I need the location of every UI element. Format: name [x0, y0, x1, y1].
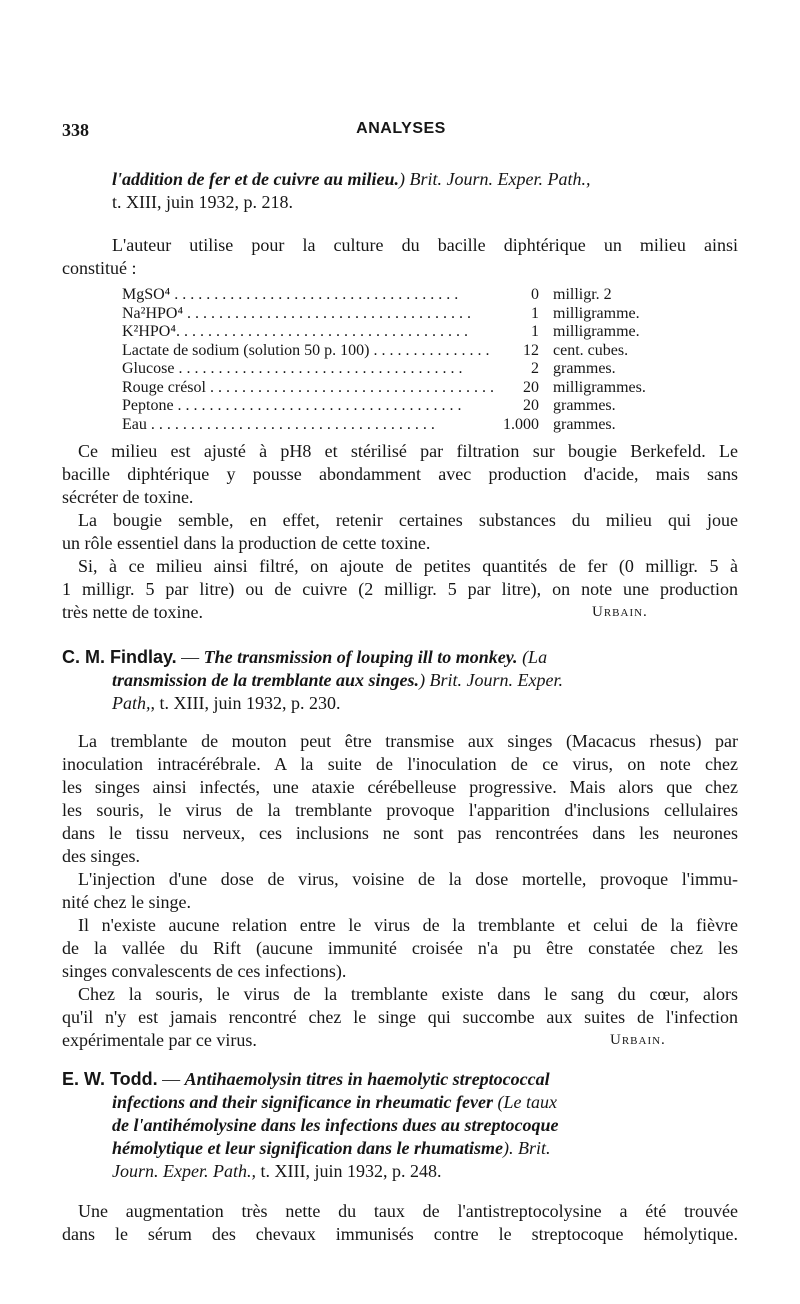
article2-english-title: The transmission of louping ill to monkey.: [203, 647, 518, 667]
article2-last-text: expérimentale par ce virus.: [62, 1030, 257, 1050]
article2-journal: ) Brit. Journ. Exper.: [419, 670, 564, 690]
article2-title-line-3: [62, 692, 742, 715]
article3-title-line-1: [62, 1068, 742, 1091]
article2-signature: Urbain.: [610, 1032, 666, 1048]
article2-line: inoculation intracérébrale. A la suite de l'inoculation de ce virus, on note chez: [62, 754, 738, 774]
table-row-value: 2: [531, 360, 539, 377]
intro-line-1: L'auteur utilise pour la culture du bacille diphtérique un milieu ainsi: [112, 235, 738, 255]
table-row-unit: milligramme.: [553, 323, 640, 340]
table-row: [122, 360, 642, 379]
article1-signature: Urbain.: [592, 604, 648, 620]
article1-line: bacille diphtérique y pousse abondamment avec production d'acide, mais sans: [62, 464, 738, 484]
article2-title-line-2: [62, 669, 742, 692]
article1-last-text: très nette de toxine.: [62, 602, 203, 622]
table-row-name: Rouge crésol . . . . . . . . . . . . . . . . . . . . . . . . . . . . . . . . . . . .: [122, 378, 494, 396]
intro-line-2: constitué :: [62, 258, 137, 278]
table-row-value: 1: [531, 323, 539, 340]
title-dash: —: [176, 647, 204, 667]
article2-line: singes convalescents de ces infections).: [62, 961, 347, 981]
table-row-name: Glucose . . . . . . . . . . . . . . . . . . . . . . . . . . . . . . . . . . . .: [122, 360, 463, 377]
article2-line: des singes.: [62, 846, 140, 866]
continuation-title-text: l'addition de fer et de cuivre au milieu.: [112, 169, 399, 189]
article3-english-title-cont: infections and their significance in rheumatic fever: [112, 1092, 493, 1112]
article2-author: C. M. Findlay.: [62, 647, 177, 667]
article2-journal-abbrev: Path,: [112, 693, 151, 713]
article3-line: dans le sérum des chevaux immunisés contre le streptocoque hémolytique.: [62, 1224, 738, 1244]
table-row-name: MgSO⁴ . . . . . . . . . . . . . . . . . . . . . . . . . . . . . . . . . . . .: [122, 286, 459, 303]
table-row-value: 1.000: [503, 415, 539, 433]
article1-line: un rôle essentiel dans la production de cette toxine.: [62, 533, 431, 553]
running-title: ANALYSES: [356, 120, 446, 137]
table-row-name: Na²HPO⁴ . . . . . . . . . . . . . . . . . . . . . . . . . . . . . . . . . . . .: [122, 304, 472, 322]
table-row-value: 20: [523, 397, 539, 414]
article2-body: [62, 730, 738, 1052]
article1-line: Ce milieu est ajusté à pH8 et stérilisé par filtration sur bougie Berkefeld. Le: [78, 441, 738, 461]
table-row: [122, 305, 642, 324]
article2-line: nité chez le singe.: [62, 892, 191, 912]
table-row-unit: grammes.: [553, 397, 616, 414]
article3-body: [62, 1200, 738, 1246]
article2-line: les souris, le virus de la tremblante provoque l'apparition d'inclusions cellulaires: [62, 800, 738, 820]
article3-title-line-5: [62, 1160, 742, 1183]
table-row-unit: grammes.: [553, 360, 616, 377]
article3-english-title: Antihaemolysin titres in haemolytic streptococcal: [184, 1069, 550, 1089]
article3-french-title-end: hémolytique et leur signification dans le rhumatisme: [112, 1138, 504, 1158]
continuation-line-2: t. XIII, juin 1932, p. 218.: [112, 192, 293, 212]
table-row: [122, 342, 642, 361]
table-row-unit: milligr. 2: [553, 286, 612, 303]
table-row-unit: milligrammes.: [553, 378, 646, 396]
table-row: [122, 416, 642, 435]
article2-last-line: [62, 1029, 738, 1052]
table-row-value: 12: [523, 341, 539, 359]
article3-french-title: de l'antihémolysine dans les infections dues au streptocoque: [112, 1115, 559, 1135]
page-header: [62, 120, 740, 144]
article1-body: [62, 440, 738, 624]
article1-line: sécréter de toxine.: [62, 487, 194, 507]
table-row-value: 0: [531, 286, 539, 303]
article3-journal: ). Brit.: [503, 1138, 551, 1158]
article3-author: E. W. Todd.: [62, 1069, 158, 1089]
table-row-name: Eau . . . . . . . . . . . . . . . . . . . . . . . . . . . . . . . . . . . .: [122, 415, 435, 433]
article2-line: Il n'existe aucune relation entre le virus de la tremblante et celui de la fièvre: [78, 915, 738, 935]
article2-line: La tremblante de mouton peut être transmise aux singes (Macacus rhesus) par: [78, 731, 738, 751]
table-row: [122, 378, 646, 398]
article2-line: de la vallée du Rift (aucune immunité croisée n'a pu être constatée chez les: [62, 938, 738, 958]
article3-title-line-3: [62, 1114, 742, 1137]
article2-heading: [62, 646, 742, 715]
medium-composition-table: [122, 286, 646, 434]
table-row-value: 20: [523, 378, 539, 396]
table-row-unit: grammes.: [553, 415, 616, 433]
article2-line: dans le tissu nerveux, ces inclusions ne sont pas rencontrées dans les neurones: [62, 823, 738, 843]
article2-title-line-1: [62, 646, 742, 669]
article2-line: Chez la souris, le virus de la tremblante existe dans le sang du cœur, alors: [78, 984, 738, 1004]
article1-line: Si, à ce milieu ainsi filtré, on ajoute de petites quantités de fer (0 milligr. 5 à: [78, 556, 738, 576]
article3-title-line-4: [62, 1137, 742, 1160]
table-row-value: 1: [531, 304, 539, 322]
article3-line: Une augmentation très nette du taux de l'antistreptocolysine a été trouvée: [78, 1201, 738, 1221]
intro-paragraph: [62, 234, 738, 280]
table-row: [122, 286, 642, 305]
article1-line: La bougie semble, en effet, retenir certaines substances du milieu qui joue: [78, 510, 738, 530]
table-row-name: K²HPO⁴. . . . . . . . . . . . . . . . . . . . . . . . . . . . . . . . . . . . .: [122, 323, 468, 340]
continuation-reference: [112, 168, 738, 214]
article3-heading: [62, 1068, 742, 1183]
title-dash: —: [157, 1069, 185, 1089]
article3-journal-name: Journ. Exper. Path.,: [112, 1161, 256, 1181]
article3-citation: t. XIII, juin 1932, p. 248.: [255, 1161, 442, 1181]
continuation-line-1: [112, 168, 738, 191]
article1-last-line: [62, 601, 738, 624]
article2-line: qu'il n'y est jamais rencontré chez le singe qui succombe aux suites de l'infection: [62, 1007, 738, 1027]
table-row-unit: cent. cubes.: [553, 341, 629, 359]
table-row: [122, 323, 642, 342]
article2-citation: , t. XIII, juin 1932, p. 230.: [150, 693, 341, 713]
article2-line: L'injection d'une dose de virus, voisine de la dose mortelle, provoque l'immu-: [78, 869, 738, 889]
table-row: [122, 397, 642, 416]
article1-line: 1 milligr. 5 par litre) ou de cuivre (2 milligr. 5 par litre), on note une production: [62, 579, 738, 599]
article3-title-line-2: [62, 1091, 742, 1114]
article2-french-title: transmission de la tremblante aux singes.: [112, 670, 420, 690]
page-number: 338: [62, 120, 89, 140]
article2-line: les singes ainsi infectés, une ataxie cérébelleuse progressive. Mais alors que chez: [62, 777, 738, 797]
table-row-name: Lactate de sodium (solution 50 p. 100) . . . . . . . . . . . . . . .: [122, 341, 490, 359]
article2-title-cont: (La: [517, 647, 548, 667]
table-row-name: Peptone . . . . . . . . . . . . . . . . . . . . . . . . . . . . . . . . . . . .: [122, 397, 462, 414]
table-row-unit: milligramme.: [553, 304, 640, 322]
article3-french-title-start: (Le taux: [493, 1092, 557, 1112]
continuation-journal-text: ) Brit. Journ. Exper. Path.,: [398, 169, 591, 189]
